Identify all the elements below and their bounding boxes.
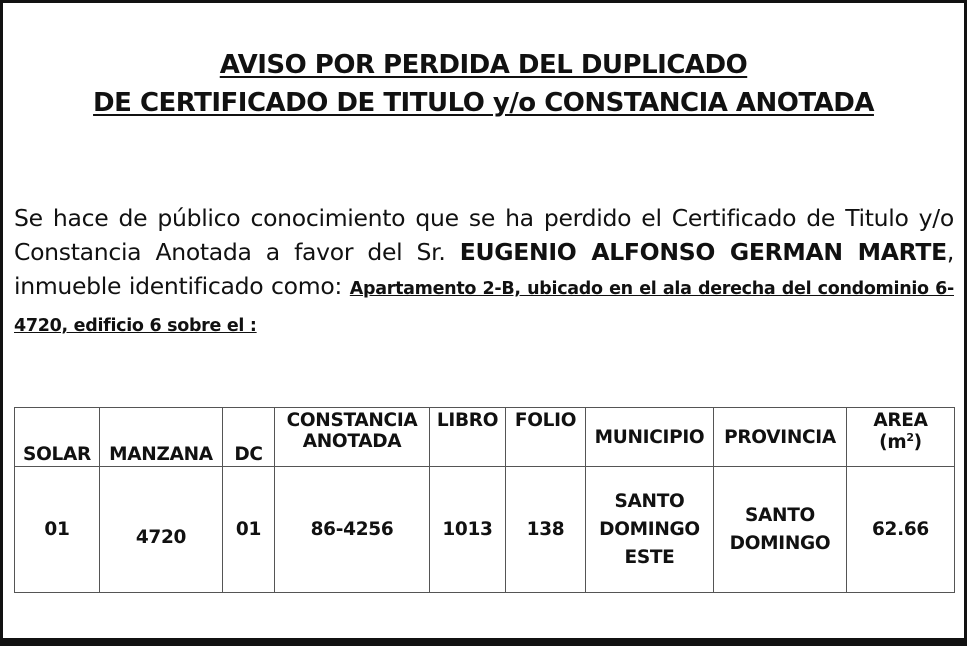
municipio-line-1: SANTO — [614, 490, 685, 512]
notice-intro: Se hace de público conocimiento que se ha perdido el Certificado de Titulo y/o Constancia Anotada a favor del Sr. — [14, 204, 954, 266]
municipio-line-2: DOMINGO — [599, 518, 700, 540]
header-constancia — [275, 408, 430, 467]
title-line-1: AVISO POR PERDIDA DEL DUPLICADO — [219, 50, 748, 80]
cell-manzana: 4720 — [100, 467, 223, 593]
cell-municipio — [586, 467, 714, 593]
property-table — [14, 407, 955, 593]
table-row — [15, 467, 955, 593]
header-constancia-line-2: ANOTADA — [302, 431, 402, 452]
header-area-line-2 — [849, 431, 952, 453]
header-libro: LIBRO — [430, 408, 506, 467]
header-solar: SOLAR — [15, 408, 100, 467]
header-provincia: PROVINCIA — [714, 408, 847, 467]
header-area-line-1: AREA — [873, 410, 928, 431]
cell-libro: 1013 — [430, 467, 506, 593]
notice-body — [14, 201, 954, 343]
header-area — [847, 408, 955, 467]
header-area-exponent: 2 — [906, 431, 914, 444]
provincia-line-2: DOMINGO — [729, 532, 831, 554]
header-dc: DC — [223, 408, 275, 467]
header-area-open: (m — [879, 432, 907, 454]
notice-title — [0, 46, 967, 122]
header-constancia-line-1: CONSTANCIA — [286, 410, 418, 431]
cell-constancia: 86-4256 — [275, 467, 430, 593]
cell-solar: 01 — [15, 467, 100, 593]
notice-after-name: , inmueble identificado como: — [14, 238, 954, 300]
cell-area: 62.66 — [847, 467, 955, 593]
municipio-line-3: ESTE — [624, 546, 675, 568]
property-description: Apartamento 2-B, ubicado en el ala derecha del condominio 6-4720, edificio 6 sobre el : — [14, 279, 954, 336]
cell-dc: 01 — [223, 467, 275, 593]
header-manzana: MANZANA — [100, 408, 223, 467]
cell-provincia — [714, 467, 847, 593]
provincia-line-1: SANTO — [745, 504, 815, 526]
owner-name: EUGENIO ALFONSO GERMAN MARTE — [459, 238, 947, 266]
header-municipio: MUNICIPIO — [586, 408, 714, 467]
table-header-row — [15, 408, 955, 467]
title-line-2: DE CERTIFICADO DE TITULO y/o CONSTANCIA ANOTADA — [93, 88, 874, 118]
header-area-close: ) — [913, 432, 922, 454]
cell-folio: 138 — [506, 467, 586, 593]
header-folio: FOLIO — [506, 408, 586, 467]
